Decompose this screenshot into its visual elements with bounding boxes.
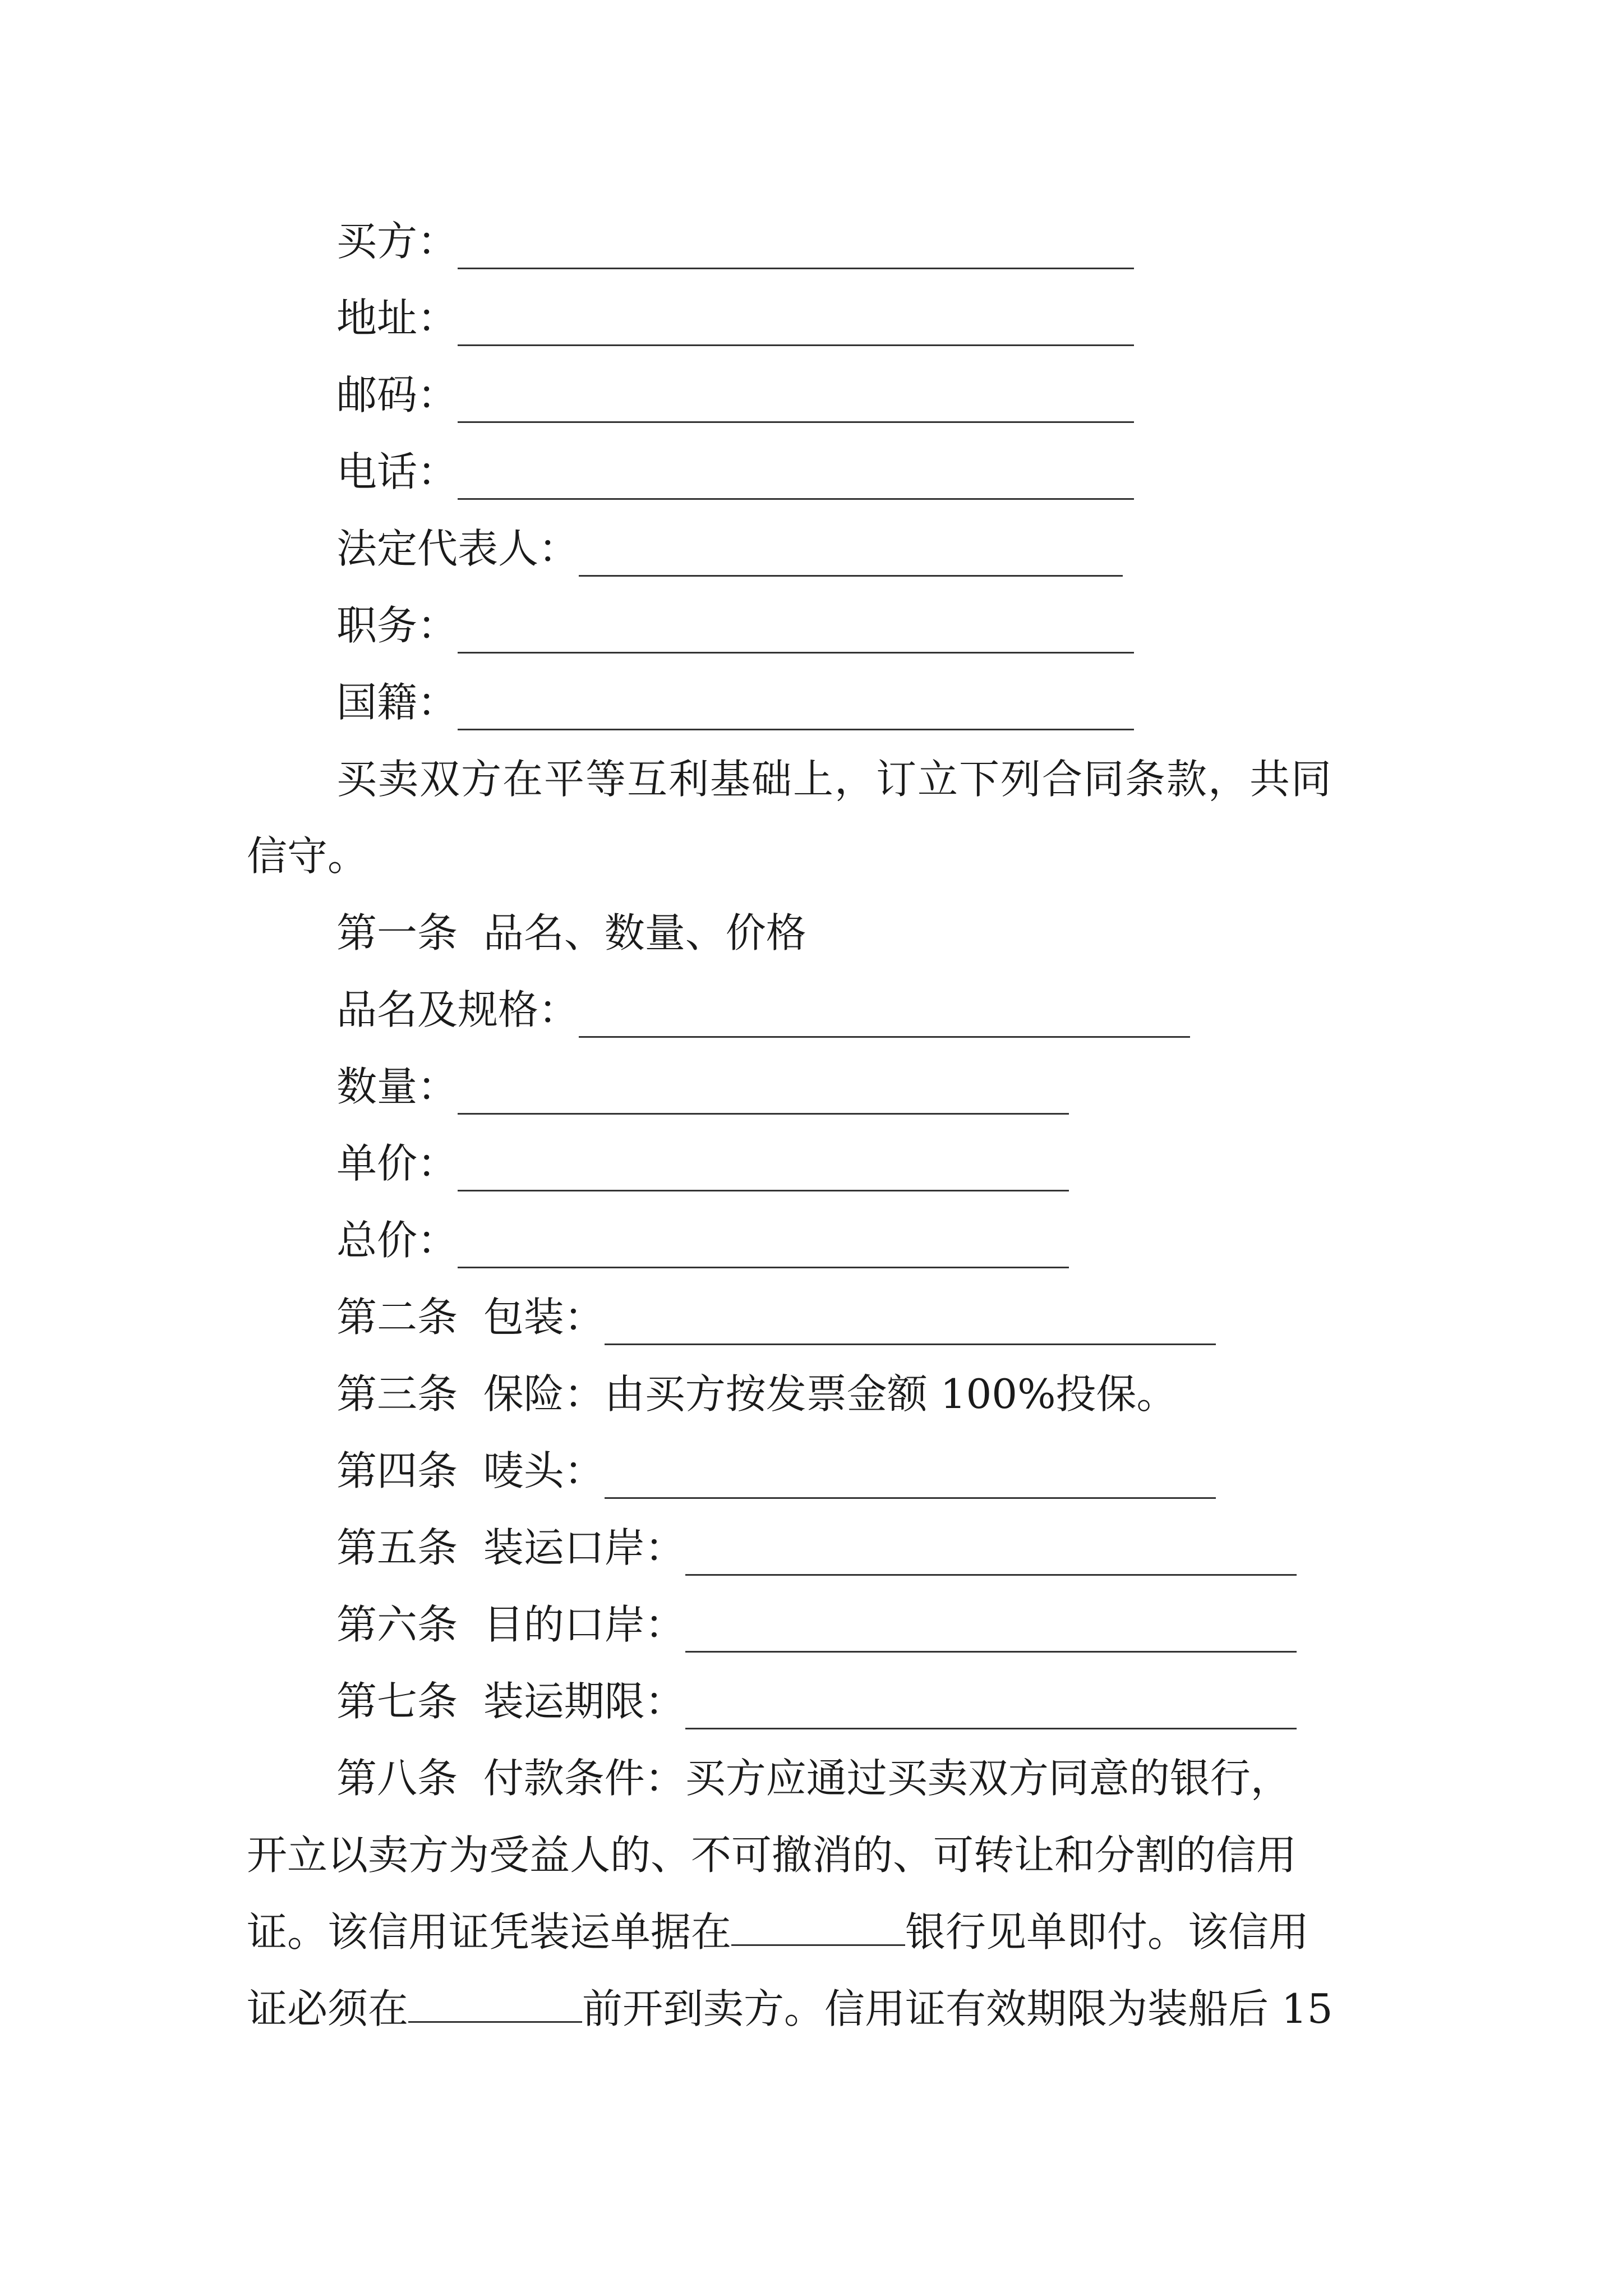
shipment-period-field (336, 1663, 1297, 1740)
nationality-label: 国籍： (336, 679, 458, 726)
destination-port-label: 第六条 目的口岸： (336, 1601, 685, 1648)
phone-label: 电话： (336, 448, 458, 495)
intro-line-1: 买卖双方在平等互利基础上，订立下列合同条款，共同 (336, 756, 1333, 803)
loading-port-blank[interactable] (685, 1499, 1297, 1576)
position-blank[interactable] (458, 577, 1134, 654)
postcode-field (336, 357, 1134, 433)
nationality-blank[interactable] (458, 654, 1134, 730)
legal-rep-blank[interactable] (579, 500, 1123, 577)
payment-line-3-start: 证。该信用证凭装运单据在 (247, 1908, 732, 1955)
address-field (336, 280, 1134, 356)
total-price-field (336, 1202, 1069, 1278)
address-label: 地址： (336, 295, 458, 342)
product-spec-blank[interactable] (579, 961, 1190, 1038)
position-label: 职务： (336, 602, 458, 649)
quantity-label: 数量： (336, 1063, 458, 1110)
total-price-label: 总价： (336, 1217, 458, 1264)
intro-line-2: 信守。 (247, 832, 368, 880)
unit-price-label: 单价： (336, 1140, 458, 1187)
payment-line-2: 开立以卖方为受益人的、不可撤消的、可转让和分割的信用 (247, 1832, 1297, 1879)
product-spec-field (336, 972, 1190, 1048)
postcode-label: 邮码： (336, 371, 458, 418)
loading-port-field (336, 1510, 1297, 1586)
address-blank[interactable] (458, 270, 1134, 346)
marks-label: 第四条 唛头： (336, 1447, 605, 1494)
payment-line-4-end: 前开到卖方。信用证有效期限为装船后 15 (582, 1985, 1333, 2032)
destination-port-blank[interactable] (685, 1576, 1297, 1653)
nationality-field (336, 664, 1134, 740)
payment-line-3-end: 银行见单即付。该信用 (905, 1908, 1310, 1955)
packing-label: 第二条 包装： (336, 1294, 605, 1341)
payment-line-4-start: 证必须在 (247, 1985, 409, 2032)
buyer-blank[interactable] (458, 193, 1134, 269)
buyer-label: 买方： (336, 218, 458, 265)
quantity-field (336, 1048, 1069, 1125)
bank-blank[interactable] (731, 1915, 905, 1946)
insurance-text: 第三条 保险：由买方按发票金额 100%投保。 (336, 1370, 1177, 1418)
marks-field (336, 1433, 1216, 1509)
legal-rep-field (336, 510, 1123, 587)
payment-line-3 (247, 1894, 1309, 1970)
open-date-blank[interactable] (408, 1991, 582, 2023)
shipment-period-label: 第七条 装运期限： (336, 1678, 685, 1725)
position-field (336, 587, 1134, 664)
unit-price-field (336, 1125, 1069, 1202)
marks-blank[interactable] (605, 1423, 1216, 1499)
payment-line-1: 第八条 付款条件：买方应通过买卖双方同意的银行， (336, 1755, 1291, 1802)
phone-blank[interactable] (458, 424, 1134, 500)
packing-blank[interactable] (605, 1269, 1216, 1345)
destination-port-field (336, 1586, 1297, 1663)
product-spec-label: 品名及规格： (336, 986, 579, 1033)
loading-port-label: 第五条 装运口岸： (336, 1524, 685, 1571)
total-price-blank[interactable] (458, 1192, 1069, 1268)
shipment-period-blank[interactable] (685, 1653, 1297, 1729)
quantity-blank[interactable] (458, 1038, 1069, 1115)
unit-price-blank[interactable] (458, 1115, 1069, 1191)
legal-rep-label: 法定代表人： (336, 525, 579, 572)
postcode-blank[interactable] (458, 347, 1134, 423)
buyer-field (336, 203, 1134, 279)
article-1-heading: 第一条 品名、数量、价格 (336, 909, 806, 956)
payment-line-4 (247, 1971, 1333, 2047)
packing-field (336, 1279, 1216, 1355)
phone-field (336, 434, 1134, 510)
